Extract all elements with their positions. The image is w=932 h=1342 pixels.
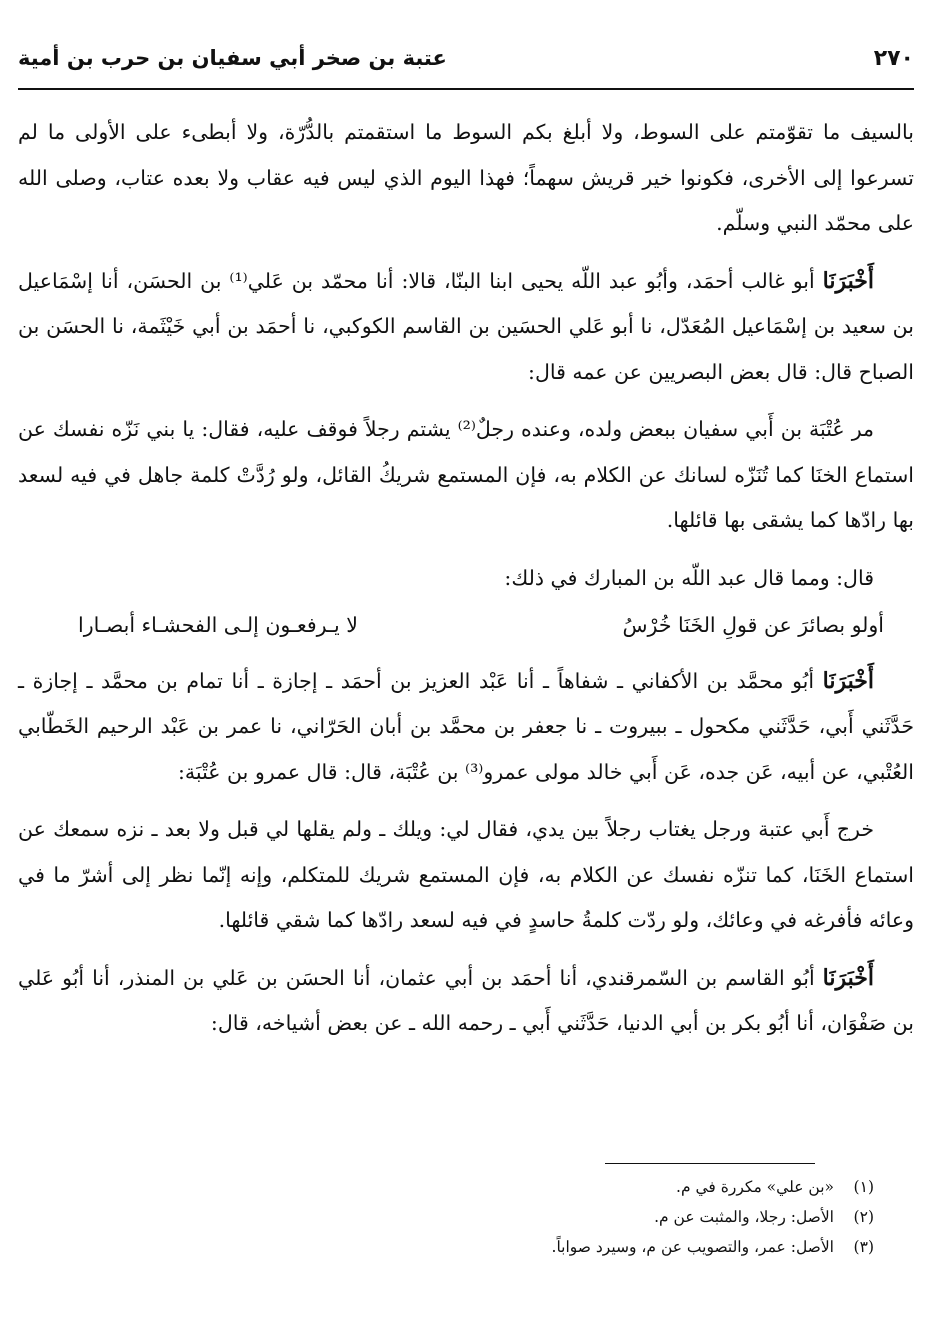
paragraph	[18, 556, 914, 602]
page-header	[18, 42, 914, 78]
footnote	[380, 1172, 874, 1202]
footnote-number: (١)	[853, 1178, 874, 1196]
isnad-keyword: أَخْبَرَنَا	[822, 667, 874, 694]
footnote-text: «بن علي» مكررة في م.	[676, 1178, 834, 1196]
paragraph-text: بالسيف ما تقوّمتم على السوط، ولا أبلغ بكم السوط ما استقمتم بالدُّرّة، ولا أبطىء على الأولى ما لم تسرعوا إلى الأخرى، فكونوا خير قريش سهماً؛ فهذا اليوم الذي ليس فيه عقاب ولا بعده عتاب، وصلى الله على محمّد النبي وسلّم.	[18, 120, 914, 235]
footnote-text: الأصل: عمر، والتصويب عن م، وسيرد صواباً.	[551, 1238, 834, 1256]
paragraph	[18, 110, 914, 247]
footnote	[380, 1232, 874, 1262]
isnad-keyword: أَخْبَرَنَا	[822, 964, 874, 991]
footnote-number: (٣)	[853, 1238, 874, 1256]
footnotes	[380, 1172, 874, 1262]
paragraph	[18, 259, 914, 396]
paragraph	[18, 956, 914, 1047]
page-number: ٢٧٠	[873, 46, 914, 71]
footnote-number: (٢)	[853, 1208, 874, 1226]
main-text	[18, 110, 914, 1059]
paragraph	[18, 659, 914, 796]
footnote-rule	[605, 1163, 815, 1164]
paragraph-text: قال: ومما قال عبد اللّه بن المبارك في ذلك:	[504, 565, 874, 590]
verse-hemistich-1: أولو بصائرَ عن قولِ الخَنَا خُرْسُ	[622, 613, 884, 637]
paragraph	[18, 807, 914, 944]
running-title: عتبة بن صخر أبي سفيان بن حرب بن أمية	[18, 46, 447, 70]
isnad-keyword: أَخْبَرَنَا	[822, 267, 874, 294]
poem-verse	[18, 603, 914, 649]
paragraph-text: أبُو القاسم بن السّمرقندي، أنا أحمَد بن أبي عثمان، أنا الحسَن بن عَلي بن المنذر، أنا أبُو عَلي بن صَفْوَان، أنا أبُو بكر بن أبي الدنيا، حَدَّثَني أَبي ـ رحمه الله ـ عن بعض أشياخه، قال:	[18, 965, 914, 1035]
footnote	[380, 1202, 874, 1232]
paragraph-text: خرج أَبي عتبة ورجل يغتاب رجلاً بين يدي، فقال لي: ويلك ـ ولم يقلها لي قبل ولا بعد ـ نزه سمعك عن استماع الخَنَا، كما تنزّه نفسك عن الكلام به، فإن المستمع شريك للمتكلم، وإنه إنّما نظر إلى أشرّ ما في وعائه فأفرغه في وعائك، ولو ردّت كلمةُ حاسدٍ في فيه لسعد رادّها كما شقي قائلها.	[18, 817, 914, 932]
paragraph	[18, 407, 914, 544]
verse-hemistich-2: لا يـرفعـون إلـى الفحشـاء أبصـارا	[78, 613, 358, 637]
footnote-text: الأصل: رجلا، والمثبت عن م.	[654, 1208, 834, 1226]
header-rule	[18, 88, 914, 90]
paragraph-text: أبُو محمَّد بن الأكفاني ـ شفاهاً ـ أنا عَبْد العزيز بن أحمَد ـ إجازة ـ أنا تمام بن محمَّد ـ إجازة ـ حَدَّثَني أَبي، حَدَّثَني مكحول ـ ببيروت ـ نا جعفر بن محمَّد بن أبان الحَرّاني، نا عمر بن عَبْد الرحيم الخَطّابي العُتْبي، عن أبيه، عَن جده، عَن أَبي خالد مولى عمرو⁽³⁾ بن عُتْبَة، قال: قال عمرو بن عُتْبَة:	[18, 668, 914, 784]
paragraph-text: مر عُتْبَة بن أَبي سفيان ببعض ولده، وعنده رجلٌ⁽²⁾ يشتم رجلاً فوقف عليه، فقال: يا بني نَزّه نفسك عن استماع الخنَا كما تُنَزّه لسانك عن الكلام به، فإن المستمع شريكُ القائل، ولو رُدَّتْ كلمة جاهل في فيه لسعد بها رادّها كما يشقى بها قائلها.	[18, 417, 914, 532]
paragraph-text: أبو غالب أحمَد، وأبُو عبد اللّه يحيى ابنا البنّا، قالا: أنا محمّد بن عَلي⁽¹⁾ بن الحسَن، أنا إسْمَاعيل بن سعيد بن إسْمَاعيل المُعَدّل، نا أبو عَلي الحسَين بن القاسم الكوكبي، نا أحمَد بن أبي خَيْثَمة، نا الحسَن بن الصباح قال: قال بعض البصريين عن عمه قال:	[18, 268, 914, 384]
